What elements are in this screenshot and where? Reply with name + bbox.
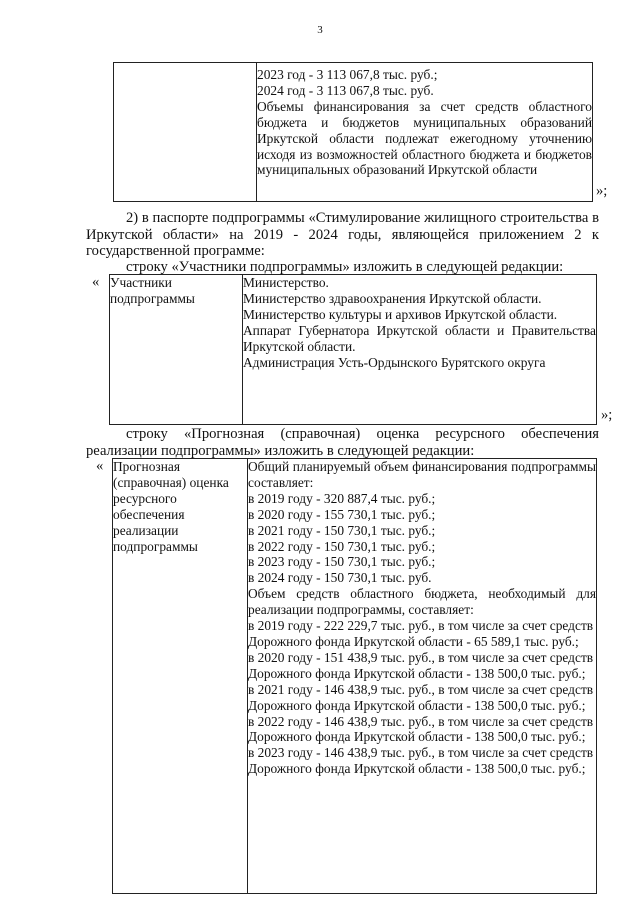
table2-left-cell: Участники подпрограммы [110,275,243,425]
table1-left-cell [114,63,257,202]
participant-item: Министерство здравоохранения Иркутской области. [243,290,542,306]
participant-item: Аппарат Губернатора Иркутской области и Правительства Иркутской области. [243,322,596,354]
closing-quote: »; [596,183,608,199]
year-detail: в 2023 году - 146 438,9 тыс. руб., в том числе за счет средств Дорожного фонда Иркутской области - 138 500,0 тыс. руб.; [248,745,594,777]
paragraph-participants-row: строку «Участники подпрограммы» изложить в следующей редакции: [126,259,564,275]
year-line: в 2021 году - 150 730,1 тыс. руб.; [248,522,436,538]
financing-intro: Общий планируемый объем финансирования подпрограммы составляет: [248,459,596,490]
resource-table [112,458,597,894]
participants-table [109,274,597,425]
financing-table-continuation [113,62,593,202]
year-detail: в 2022 году - 146 438,9 тыс. руб., в том числе за счет средств Дорожного фонда Иркутской области - 138 500,0 тыс. руб.; [248,713,594,745]
participant-item: Министерство культуры и архивов Иркутской области. [243,306,558,322]
page-number: 3 [317,24,323,36]
table1-line: 2024 год - 3 113 067,8 тыс. руб. [257,82,434,98]
regional-budget-intro: Объем средств областного бюджета, необходимый для реализации подпрограммы, составляет: [248,586,596,618]
year-detail: в 2021 году - 146 438,9 тыс. руб., в том числе за счет средств Дорожного фонда Иркутской области - 138 500,0 тыс. руб.; [248,681,594,713]
year-detail: в 2019 году - 222 229,7 тыс. руб., в том числе за счет средств Дорожного фонда Иркутской области - 65 589,1 тыс. руб.; [248,618,594,649]
table3-left-cell: Прогнозная (справочная) оценка ресурсного обеспечения реализации подпрограммы [113,459,248,894]
year-line: в 2024 году - 150 730,1 тыс. руб. [248,570,432,586]
table1-paragraph: Объемы финансирования за счет средств областного бюджета и бюджетов муниципальных образований Иркутской области подлежат ежегодному уточнению исходя из возможностей областного бюджета и бюджетов муниципальных образований Иркутской области [257,98,592,178]
paragraph-resource-row: строку «Прогнозная (справочная) оценка ресурсного обеспечения реализации подпрограммы» изложить в следующей редакции: [86,426,599,459]
opening-quote: « [92,274,100,290]
opening-quote: « [96,458,104,474]
year-line: в 2023 году - 150 730,1 тыс. руб.; [248,554,436,570]
year-detail: в 2020 году - 151 438,9 тыс. руб., в том числе за счет средств Дорожного фонда Иркутской области - 138 500,0 тыс. руб.; [248,649,594,681]
year-line: в 2019 году - 320 887,4 тыс. руб.; [248,490,436,506]
table1-right-cell [257,63,593,202]
year-line: в 2022 году - 150 730,1 тыс. руб.; [248,538,436,554]
table3-right-cell [248,459,597,894]
year-line: в 2020 году - 155 730,1 тыс. руб.; [248,506,436,522]
participant-item: Министерство. [243,275,329,290]
table2-right-cell [243,275,597,425]
participant-item: Администрация Усть-Ордынского Бурятского округа [243,354,546,370]
paragraph-subprogram-passport: 2) в паспорте подпрограммы «Стимулирование жилищного строительства в Иркутской области» на 2019 - 2024 годы, являющейся приложением 2 к государственной программе: [86,210,599,259]
table1-line: 2023 год - 3 113 067,8 тыс. руб.; [257,67,438,82]
closing-quote: »; [601,407,613,423]
